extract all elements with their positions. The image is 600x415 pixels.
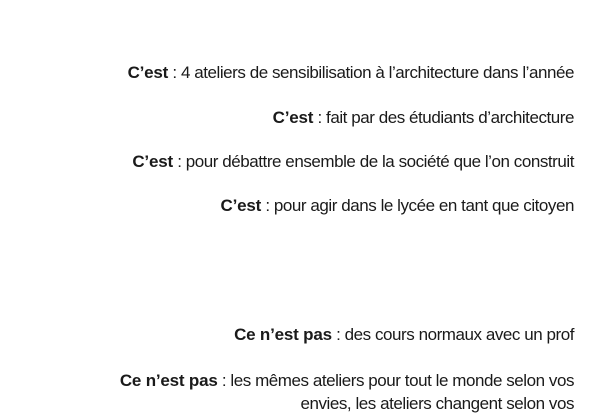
is-not-text: envies, les ateliers changent selon vos bbox=[300, 394, 574, 413]
is-text: : pour agir dans le lycée en tant que citoyen bbox=[261, 196, 574, 215]
is-line-1 bbox=[128, 62, 574, 84]
is-keyword: C’est bbox=[132, 152, 173, 171]
is-not-text: : des cours normaux avec un prof bbox=[331, 325, 574, 344]
is-not-text: : les mêmes ateliers pour tout le monde selon vos bbox=[217, 371, 574, 390]
is-not-line-3-partial bbox=[300, 393, 574, 415]
is-line-4 bbox=[221, 195, 574, 217]
is-text: : 4 ateliers de sensibilisation à l’architecture dans l’année bbox=[168, 63, 574, 82]
is-text: : fait par des étudiants d’architecture bbox=[313, 108, 574, 127]
is-keyword: C’est bbox=[127, 63, 169, 82]
is-line-3 bbox=[132, 151, 574, 173]
is-keyword: C’est bbox=[272, 108, 314, 127]
is-keyword: C’est bbox=[220, 196, 262, 215]
is-not-line-2 bbox=[120, 370, 574, 392]
is-not-line-1 bbox=[234, 324, 574, 346]
is-line-2 bbox=[273, 107, 574, 129]
is-not-keyword: Ce n’est pas bbox=[234, 325, 332, 344]
is-not-keyword: Ce n’est pas bbox=[119, 371, 218, 390]
is-text: : pour débattre ensemble de la société que l’on construit bbox=[172, 152, 574, 171]
